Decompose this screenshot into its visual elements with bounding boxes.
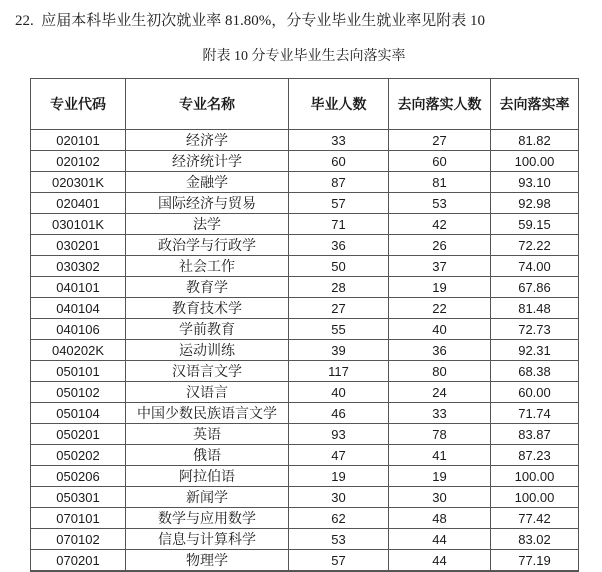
cell-code: 020101: [31, 130, 126, 151]
cell-graduates: 87: [289, 172, 389, 193]
cell-graduates: 71: [289, 214, 389, 235]
cell-rate: 77.42: [491, 508, 579, 529]
cell-rate: 59.15: [491, 214, 579, 235]
cell-name: 学前教育: [126, 319, 289, 340]
table-row: [31, 445, 579, 466]
table-row: [31, 151, 579, 172]
cell-placed: 33: [389, 403, 491, 424]
cell-code: 070201: [31, 550, 126, 572]
cell-name: 金融学: [126, 172, 289, 193]
cell-name: 教育技术学: [126, 298, 289, 319]
cell-code: 040104: [31, 298, 126, 319]
cell-graduates: 36: [289, 235, 389, 256]
table-row: [31, 319, 579, 340]
cell-rate: 60.00: [491, 382, 579, 403]
cell-name: 信息与计算科学: [126, 529, 289, 550]
cell-placed: 44: [389, 550, 491, 572]
cell-name: 新闻学: [126, 487, 289, 508]
cell-rate: 74.00: [491, 256, 579, 277]
table-row: [31, 382, 579, 403]
table-row: [31, 340, 579, 361]
cell-rate: 83.02: [491, 529, 579, 550]
cell-name: 社会工作: [126, 256, 289, 277]
cell-placed: 53: [389, 193, 491, 214]
table-row: [31, 298, 579, 319]
column-header-placed: 去向落实人数: [389, 79, 491, 130]
cell-code: 070102: [31, 529, 126, 550]
cell-placed: 81: [389, 172, 491, 193]
table-body: [31, 130, 579, 572]
cell-code: 030302: [31, 256, 126, 277]
cell-graduates: 28: [289, 277, 389, 298]
cell-code: 030101K: [31, 214, 126, 235]
cell-code: 050201: [31, 424, 126, 445]
cell-code: 020102: [31, 151, 126, 172]
table-title: 附表 10 分专业毕业生去向落实率: [202, 49, 406, 64]
cell-rate: 92.31: [491, 340, 579, 361]
cell-placed: 42: [389, 214, 491, 235]
cell-graduates: 27: [289, 298, 389, 319]
cell-rate: 71.74: [491, 403, 579, 424]
cell-rate: 100.00: [491, 466, 579, 487]
cell-code: 020401: [31, 193, 126, 214]
cell-name: 政治学与行政学: [126, 235, 289, 256]
table-row: [31, 130, 579, 151]
cell-placed: 22: [389, 298, 491, 319]
table-row: [31, 214, 579, 235]
cell-code: 050101: [31, 361, 126, 382]
cell-name: 法学: [126, 214, 289, 235]
cell-placed: 30: [389, 487, 491, 508]
cell-code: 020301K: [31, 172, 126, 193]
table-row: [31, 256, 579, 277]
column-header-code: 专业代码: [31, 79, 126, 130]
cell-code: 050301: [31, 487, 126, 508]
table-row: [31, 487, 579, 508]
column-header-name: 专业名称: [126, 79, 289, 130]
table-row: [31, 277, 579, 298]
cell-name: 汉语言: [126, 382, 289, 403]
cell-name: 运动训练: [126, 340, 289, 361]
cell-placed: 36: [389, 340, 491, 361]
cell-code: 050202: [31, 445, 126, 466]
column-header-rate: 去向落实率: [491, 79, 579, 130]
cell-name: 物理学: [126, 550, 289, 572]
cell-placed: 27: [389, 130, 491, 151]
cell-placed: 26: [389, 235, 491, 256]
cell-graduates: 57: [289, 550, 389, 572]
table-row: [31, 235, 579, 256]
cell-graduates: 33: [289, 130, 389, 151]
table-row: [31, 424, 579, 445]
cell-name: 阿拉伯语: [126, 466, 289, 487]
cell-rate: 100.00: [491, 151, 579, 172]
cell-code: 050104: [31, 403, 126, 424]
cell-placed: 44: [389, 529, 491, 550]
cell-placed: 41: [389, 445, 491, 466]
cell-rate: 81.82: [491, 130, 579, 151]
cell-name: 教育学: [126, 277, 289, 298]
cell-code: 040106: [31, 319, 126, 340]
cell-name: 经济学: [126, 130, 289, 151]
cell-name: 汉语言文学: [126, 361, 289, 382]
cell-graduates: 50: [289, 256, 389, 277]
cell-code: 030201: [31, 235, 126, 256]
cell-graduates: 55: [289, 319, 389, 340]
table-row: [31, 529, 579, 550]
cell-placed: 37: [389, 256, 491, 277]
table-row: [31, 550, 579, 572]
table-row: [31, 403, 579, 424]
cell-graduates: 46: [289, 403, 389, 424]
cell-name: 俄语: [126, 445, 289, 466]
cell-rate: 100.00: [491, 487, 579, 508]
cell-name: 国际经济与贸易: [126, 193, 289, 214]
cell-rate: 93.10: [491, 172, 579, 193]
cell-code: 050102: [31, 382, 126, 403]
cell-placed: 78: [389, 424, 491, 445]
cell-graduates: 60: [289, 151, 389, 172]
cell-graduates: 47: [289, 445, 389, 466]
cell-name: 数学与应用数学: [126, 508, 289, 529]
cell-graduates: 53: [289, 529, 389, 550]
cell-graduates: 30: [289, 487, 389, 508]
cell-code: 040202K: [31, 340, 126, 361]
cell-rate: 81.48: [491, 298, 579, 319]
column-header-graduates: 毕业人数: [289, 79, 389, 130]
cell-placed: 40: [389, 319, 491, 340]
cell-graduates: 93: [289, 424, 389, 445]
table-row: [31, 508, 579, 529]
cell-placed: 80: [389, 361, 491, 382]
cell-graduates: 62: [289, 508, 389, 529]
cell-rate: 83.87: [491, 424, 579, 445]
cell-rate: 68.38: [491, 361, 579, 382]
cell-placed: 19: [389, 277, 491, 298]
cell-graduates: 40: [289, 382, 389, 403]
intro-text: 22. 应届本科毕业生初次就业率 81.80%，分专业毕业生就业率见附表 10: [15, 13, 485, 29]
cell-placed: 60: [389, 151, 491, 172]
cell-graduates: 117: [289, 361, 389, 382]
table-row: [31, 172, 579, 193]
cell-graduates: 19: [289, 466, 389, 487]
table-row: [31, 361, 579, 382]
cell-rate: 87.23: [491, 445, 579, 466]
cell-graduates: 39: [289, 340, 389, 361]
cell-rate: 67.86: [491, 277, 579, 298]
cell-name: 英语: [126, 424, 289, 445]
cell-placed: 19: [389, 466, 491, 487]
cell-code: 070101: [31, 508, 126, 529]
cell-graduates: 57: [289, 193, 389, 214]
employment-rate-table: [30, 78, 579, 572]
cell-placed: 24: [389, 382, 491, 403]
cell-rate: 92.98: [491, 193, 579, 214]
cell-placed: 48: [389, 508, 491, 529]
cell-code: 040101: [31, 277, 126, 298]
table-row: [31, 193, 579, 214]
header-row: [31, 79, 579, 130]
cell-rate: 72.73: [491, 319, 579, 340]
cell-name: 中国少数民族语言文学: [126, 403, 289, 424]
cell-code: 050206: [31, 466, 126, 487]
cell-name: 经济统计学: [126, 151, 289, 172]
cell-rate: 72.22: [491, 235, 579, 256]
cell-rate: 77.19: [491, 550, 579, 572]
table-row: [31, 466, 579, 487]
table-header: [31, 79, 579, 130]
